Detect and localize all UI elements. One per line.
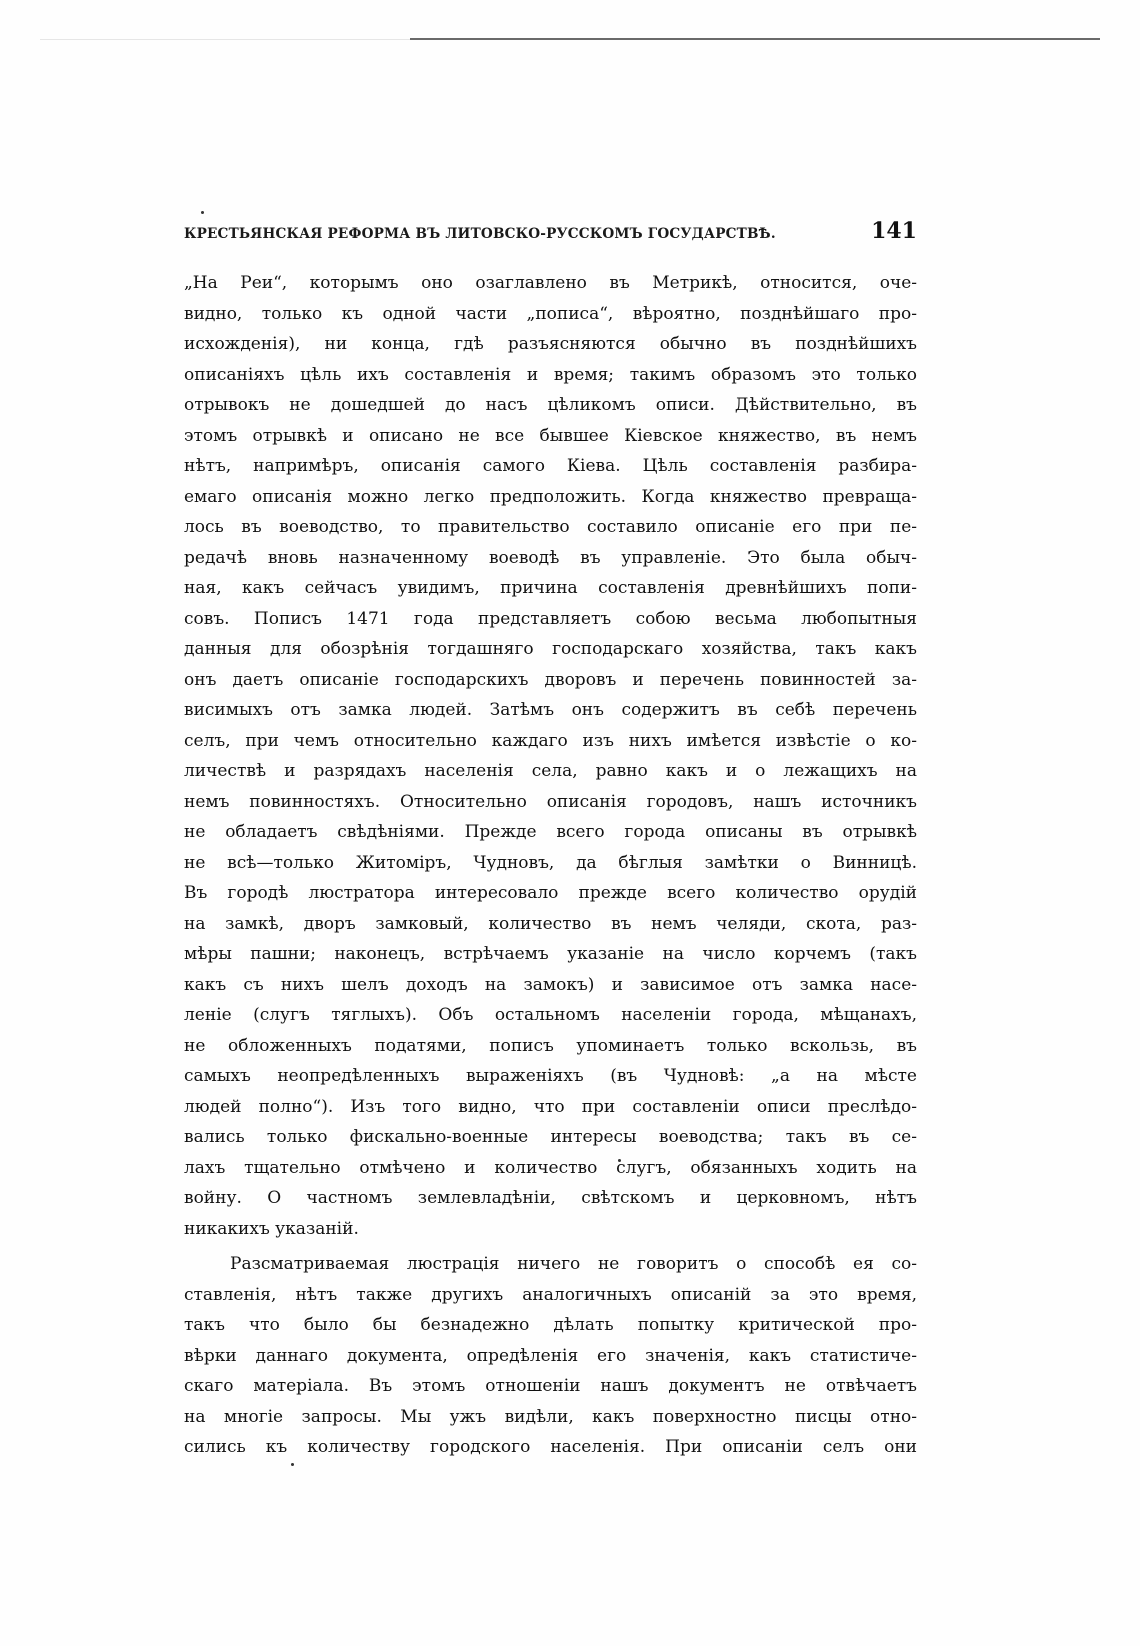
ink-speck bbox=[291, 1463, 294, 1466]
text-line: „На Реи“, которымъ оно озаглавлено въ Метрикѣ, относится, оче- bbox=[184, 273, 917, 293]
text-line: исхожденія), ни конца, гдѣ разъясняются обычно въ позднѣйшихъ bbox=[184, 334, 917, 354]
text-line: сились къ количеству городского населенія. При описаніи селъ они bbox=[184, 1437, 917, 1457]
text-line: на многіе запросы. Мы ужъ видѣли, какъ поверхностно писцы отно- bbox=[184, 1406, 917, 1427]
text-line: емаго описанія можно легко предположить. Когда княжество превраща- bbox=[184, 486, 917, 507]
text-line: немъ повинностяхъ. Относительно описанія городовъ, нашъ источникъ bbox=[184, 791, 917, 812]
text-line: никакихъ указаній. bbox=[184, 1218, 359, 1239]
paragraph-1 bbox=[184, 268, 917, 1244]
text-line: такъ что было бы безнадежно дѣлать попытку критической про- bbox=[184, 1315, 917, 1335]
text-line: личествѣ и разрядахъ населенія села, равно какъ и о лежащихъ на bbox=[184, 761, 917, 781]
text-line: какъ съ нихъ шелъ доходъ на замокъ) и зависимое отъ замка насе- bbox=[184, 974, 917, 995]
text-line: скаго матеріала. Въ этомъ отношеніи нашъ документъ не отвѣчаетъ bbox=[184, 1376, 917, 1396]
text-line: лахъ тщательно отмѣчено и количество слугъ, обязанныхъ ходить на bbox=[184, 1157, 917, 1178]
text-line: не всѣ—только Житоміръ, Чудновъ, да бѣглыя замѣтки о Винницѣ. bbox=[184, 852, 917, 873]
text-line: леніе (слугъ тяглыхъ). Объ остальномъ населеніи города, мѣщанахъ, bbox=[184, 1005, 917, 1025]
running-head: КРЕСТЬЯНСКАЯ РЕФОРМА ВЪ ЛИТОВСКО-РУССКОМЪ ГОСУДАРСТВѢ. bbox=[184, 226, 776, 242]
text-line: этомъ отрывкѣ и описано не все бывшее Кіевское княжество, въ немъ bbox=[184, 425, 917, 446]
text-line: Въ городѣ люстратора интересовало прежде всего количество орудій bbox=[184, 883, 917, 903]
text-line: не обладаетъ свѣдѣніями. Прежде всего города описаны въ отрывкѣ bbox=[184, 822, 917, 842]
text-line: мѣры пашни; наконецъ, встрѣчаемъ указаніе на число корчемъ (такъ bbox=[184, 944, 917, 964]
ink-speck bbox=[201, 211, 204, 214]
text-line: нѣтъ, напримѣръ, описанія самого Кіева. Цѣль составленія разбира- bbox=[184, 456, 917, 476]
text-line: не обложенныхъ податями, пописъ упоминаетъ только вскользь, въ bbox=[184, 1035, 917, 1056]
text-line: отрывокъ не дошедшей до насъ цѣликомъ описи. Дѣйствительно, въ bbox=[184, 395, 917, 415]
scan-edge-line-faint bbox=[40, 39, 410, 40]
text-line: самыхъ неопредѣленныхъ выраженіяхъ (въ Чудновѣ: „а на мѣсте bbox=[184, 1066, 917, 1086]
text-line: ставленія, нѣтъ также другихъ аналогичныхъ описаній за это время, bbox=[184, 1284, 917, 1305]
text-line: висимыхъ отъ замка людей. Затѣмъ онъ содержитъ въ себѣ перечень bbox=[184, 700, 917, 720]
text-line: совъ. Пописъ 1471 года представляетъ собою весьма любопытныя bbox=[184, 608, 917, 629]
page-number: 141 bbox=[871, 218, 917, 244]
text-line: данныя для обозрѣнія тогдашняго господарскаго хозяйства, такъ какъ bbox=[184, 639, 917, 659]
text-line: ная, какъ сейчасъ увидимъ, причина составленія древнѣйшихъ попи- bbox=[184, 578, 917, 598]
text-line: на замкѣ, дворъ замковый, количество въ немъ челяди, скота, раз- bbox=[184, 913, 917, 934]
text-line: онъ даетъ описаніе господарскихъ дворовъ и перечень повинностей за- bbox=[184, 669, 917, 690]
text-line: войну. О частномъ землевладѣніи, свѣтскомъ и церковномъ, нѣтъ bbox=[184, 1188, 917, 1208]
scan-edge-line bbox=[410, 38, 1100, 40]
text-line: описаніяхъ цѣль ихъ составленія и время; такимъ образомъ это только bbox=[184, 364, 917, 385]
text-line: вѣрки даннаго документа, опредѣленія его значенія, какъ статистиче- bbox=[184, 1345, 917, 1366]
page-header bbox=[184, 218, 917, 250]
body-text bbox=[184, 268, 917, 1463]
paragraph-2 bbox=[184, 1249, 917, 1463]
text-line: селъ, при чемъ относительно каждаго изъ нихъ имѣется извѣстіе о ко- bbox=[184, 730, 917, 751]
text-line: вались только фискально-военные интересы воеводства; такъ въ се- bbox=[184, 1127, 917, 1147]
text-line: видно, только къ одной части „пописа“, вѣроятно, позднѣйшаго про- bbox=[184, 303, 917, 324]
text-line: лось въ воеводство, то правительство составило описаніе его при пе- bbox=[184, 517, 917, 537]
text-line: людей полно“). Изъ того видно, что при составленіи описи преслѣдо- bbox=[184, 1096, 917, 1117]
text-line: редачѣ вновь назначенному воеводѣ въ управленіе. Это была обыч- bbox=[184, 547, 917, 568]
text-line: Разсматриваемая люстрація ничего не говоритъ о способѣ ея со- bbox=[230, 1254, 917, 1274]
